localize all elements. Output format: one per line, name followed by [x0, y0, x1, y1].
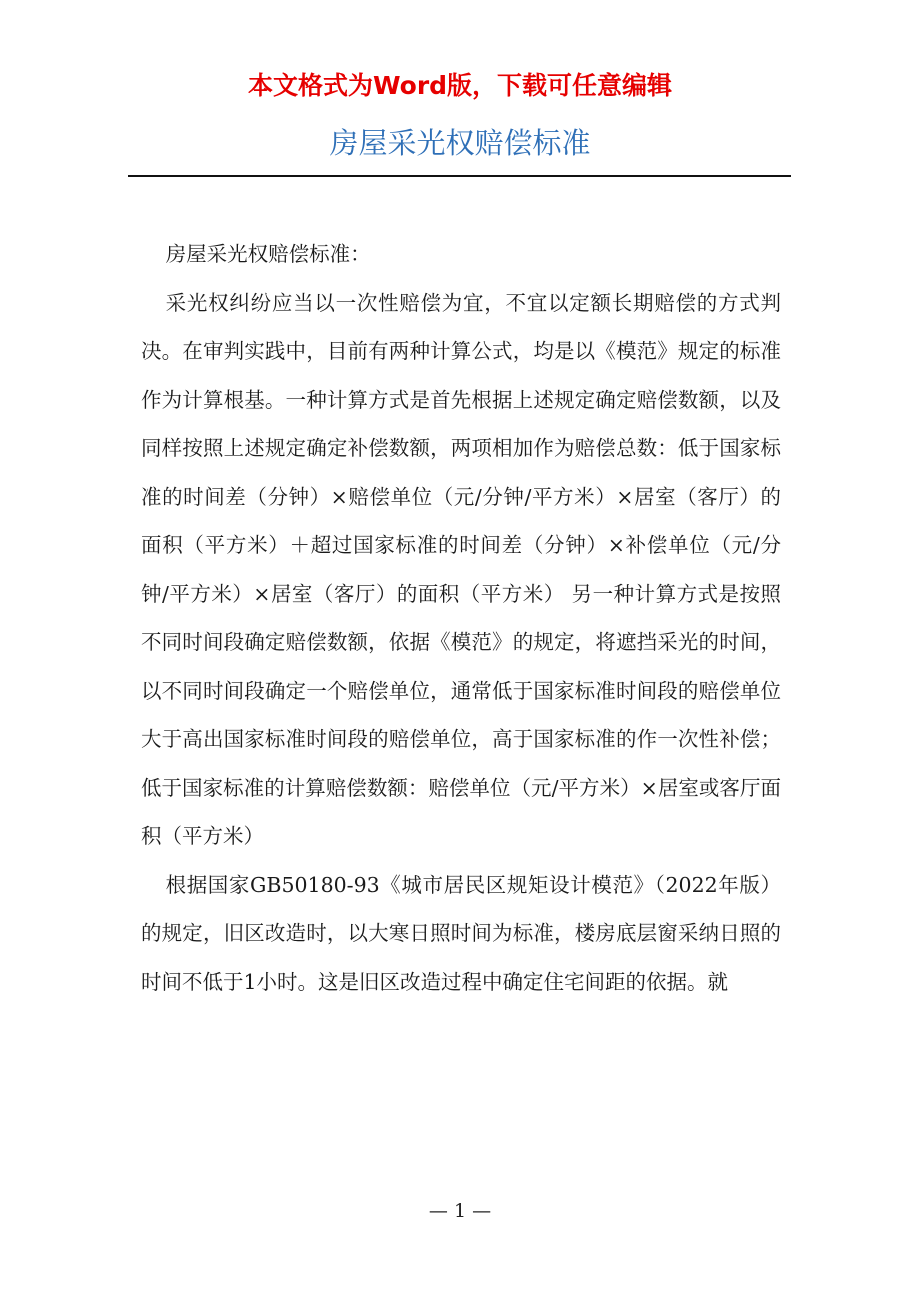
format-notice-banner: 本文格式为Word版，下载可任意编辑	[247, 71, 673, 100]
document-title: 房屋采光权赔偿标准	[329, 126, 591, 160]
body-paragraph-heading: 房屋采光权赔偿标准：	[165, 242, 371, 266]
title-divider	[128, 175, 791, 177]
body-paragraph: 根据国家GB50180-93《城市居民区规矩设计模范》（2022年版）的规定，旧区改造时，以大寒日照时间为标准，楼房底层窗采纳日照的时间不低于1小时。这是旧区改造过程中确定住宅间距的依据。就	[141, 872, 781, 994]
page-number: — 1 —	[428, 1200, 492, 1222]
document-body	[141, 230, 781, 1006]
body-paragraph: 采光权纠纷应当以一次性赔偿为宜，不宜以定额长期赔偿的方式判决。在审判实践中，目前有两种计算公式，均是以《模范》规定的标准作为计算根基。一种计算方式是首先根据上述规定确定赔偿数额，以及同样按照上述规定确定补偿数额，两项相加作为赔偿总数：低于国家标准的时间差（分钟）×赔偿单位（元/分钟/平方米）×居室（客厅）的面积（平方米）＋超过国家标准的时间差（分钟）×补偿单位（元/分钟/平方米）×居室（客厅）的面积（平方米） 另一种计算方式是按照不同时间段确定赔偿数额，依据《模范》的规定，将遮挡采光的时间，以不同时间段确定一个赔偿单位，通常低于国家标准时间段的赔偿单位大于高出国家标准时间段的赔偿单位，高于国家标准的作一次性补偿；低于国家标准的计算赔偿数额：赔偿单位（元/平方米）×居室或客厅面积（平方米）	[141, 290, 781, 848]
